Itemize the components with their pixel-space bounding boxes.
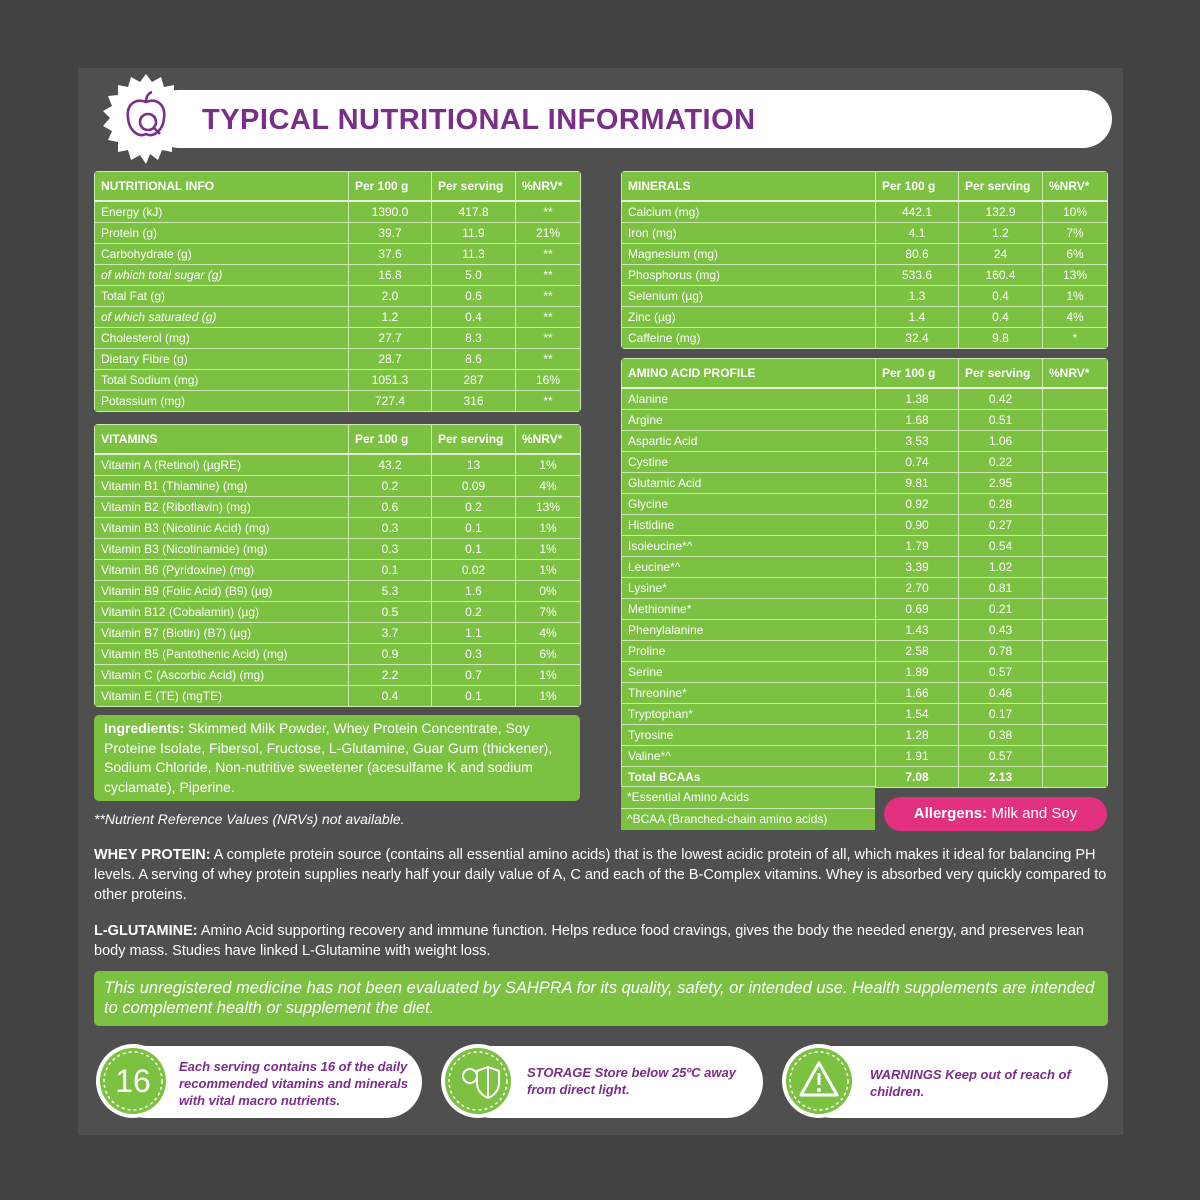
- nutrition-table: [94, 171, 581, 412]
- table-cell: 1.68: [876, 410, 959, 431]
- table-cell: 3.53: [876, 431, 959, 452]
- table-cell: **: [516, 391, 581, 412]
- table-cell: Phenylalanine: [622, 620, 876, 641]
- footnote-essential: *Essential Amino Acids: [621, 786, 875, 808]
- table-row: [622, 494, 1108, 515]
- table-cell: Vitamin B3 (Nicotinamide) (mg): [95, 539, 349, 560]
- table-cell: *: [1043, 328, 1108, 349]
- table-cell: 1%: [516, 454, 581, 476]
- table-cell: [1043, 557, 1108, 578]
- table-cell: Cystine: [622, 452, 876, 473]
- table-row: [622, 452, 1108, 473]
- table-cell: Glycine: [622, 494, 876, 515]
- table-cell: [1043, 641, 1108, 662]
- table-header: VITAMINS: [95, 425, 349, 455]
- glutamine-paragraph: [94, 921, 1109, 961]
- table-cell: 0.69: [876, 599, 959, 620]
- table-cell: 0.27: [959, 515, 1043, 536]
- table-row: [95, 644, 581, 665]
- table-cell: [1043, 746, 1108, 767]
- table-cell: [1043, 620, 1108, 641]
- table-cell: Cholesterol (mg): [95, 328, 349, 349]
- nrv-note: **Nutrient Reference Values (NRVs) not available.: [94, 811, 405, 827]
- table-cell: Vitamin C (Ascorbic Acid) (mg): [95, 665, 349, 686]
- table-cell: Vitamin B1 (Thiamine) (mg): [95, 476, 349, 497]
- table-cell: **: [516, 349, 581, 370]
- serving-text: Each serving contains 16 of the daily recommended vitamins and minerals with vital macro nutrients.: [179, 1059, 409, 1108]
- table-cell: 11.9: [432, 223, 516, 244]
- table-row: [95, 581, 581, 602]
- table-row: [622, 662, 1108, 683]
- table-row: [95, 370, 581, 391]
- table-cell: [1043, 725, 1108, 746]
- table-cell: Glutamic Acid: [622, 473, 876, 494]
- table-cell: 1.79: [876, 536, 959, 557]
- table-cell: Proline: [622, 641, 876, 662]
- table-row: [95, 454, 581, 476]
- table-cell: 43.2: [349, 454, 432, 476]
- table-header: %NRV*: [1043, 172, 1108, 202]
- table-cell: Vitamin B9 (Folic Acid) (B9) (µg): [95, 581, 349, 602]
- table-header: Per serving: [959, 172, 1043, 202]
- table-cell: 0.4: [349, 686, 432, 707]
- table-cell: 0.57: [959, 746, 1043, 767]
- glutamine-text: Amino Acid supporting recovery and immune function. Helps reduce food cravings, gives the body the needed energy, and preserves lean body mass. Studies have linked L-Glutamine with weight loss.: [94, 923, 1084, 959]
- table-cell: 0.21: [959, 599, 1043, 620]
- table-cell: Vitamin B5 (Pantothenic Acid) (mg): [95, 644, 349, 665]
- table-cell: 5.3: [349, 581, 432, 602]
- table-cell: 1.43: [876, 620, 959, 641]
- table-cell: 0.5: [349, 602, 432, 623]
- table-cell: 5.0: [432, 265, 516, 286]
- table-cell: 2.2: [349, 665, 432, 686]
- table-row: [622, 307, 1108, 328]
- table-row: [95, 201, 581, 223]
- table-cell: 0.2: [349, 476, 432, 497]
- table-cell: Tyrosine: [622, 725, 876, 746]
- table-row: [95, 539, 581, 560]
- table-cell: 0.54: [959, 536, 1043, 557]
- amino-acid-table: [621, 358, 1108, 788]
- table-cell: Total BCAAs: [622, 767, 876, 788]
- table-cell: 0.6: [432, 286, 516, 307]
- table-header: MINERALS: [622, 172, 876, 202]
- table-cell: 0.7: [432, 665, 516, 686]
- table-cell: 1.1: [432, 623, 516, 644]
- table-cell: 0.3: [349, 518, 432, 539]
- table-row: [622, 473, 1108, 494]
- sahpra-disclaimer: This unregistered medicine has not been evaluated by SAHPRA for its quality, safety, or intended use. Health supplements are intended to complement health or supplement the diet.: [94, 971, 1108, 1026]
- table-cell: 0.74: [876, 452, 959, 473]
- table-cell: 3.7: [349, 623, 432, 644]
- table-cell: 13: [432, 454, 516, 476]
- table-cell: 4%: [516, 623, 581, 644]
- table-cell: 16%: [516, 370, 581, 391]
- table-row: [622, 223, 1108, 244]
- table-row: [622, 557, 1108, 578]
- footnote-bcaa: ^BCAA (Branched-chain amino acids): [621, 808, 875, 830]
- table-cell: [1043, 515, 1108, 536]
- table-cell: [1043, 767, 1108, 788]
- table-cell: Serine: [622, 662, 876, 683]
- allergens-label: Allergens:: [913, 805, 988, 822]
- table-cell: 0.42: [959, 388, 1043, 410]
- table-cell: 0.92: [876, 494, 959, 515]
- table-cell: 160.4: [959, 265, 1043, 286]
- table-row: [95, 286, 581, 307]
- table-header: Per serving: [432, 425, 516, 455]
- table-cell: 1%: [516, 686, 581, 707]
- table-row: [622, 410, 1108, 431]
- table-cell: Vitamin B3 (Nicotinic Acid) (mg): [95, 518, 349, 539]
- table-cell: Alanine: [622, 388, 876, 410]
- table-cell: Tryptophan*: [622, 704, 876, 725]
- serving-count: 16: [115, 1063, 151, 1099]
- page-title: TYPICAL NUTRITIONAL INFORMATION: [202, 104, 756, 136]
- table-cell: **: [516, 265, 581, 286]
- table-cell: 7%: [1043, 223, 1108, 244]
- table-cell: 1%: [516, 560, 581, 581]
- table-cell: 0.22: [959, 452, 1043, 473]
- table-cell: 0.9: [349, 644, 432, 665]
- table-header: %NRV*: [516, 425, 581, 455]
- table-cell: 1.66: [876, 683, 959, 704]
- table-cell: 4%: [1043, 307, 1108, 328]
- warning-text: WARNINGS Keep out of reach of children.: [870, 1067, 1071, 1099]
- table-row: [95, 476, 581, 497]
- table-cell: 27.7: [349, 328, 432, 349]
- table-cell: 21%: [516, 223, 581, 244]
- table-cell: 2.0: [349, 286, 432, 307]
- table-cell: Vitamin B12 (Cobalamin) (µg): [95, 602, 349, 623]
- table-cell: Vitamin B2 (Riboflavin) (mg): [95, 497, 349, 518]
- table-cell: **: [516, 286, 581, 307]
- table-cell: 0.6: [349, 497, 432, 518]
- table-cell: 0.90: [876, 515, 959, 536]
- table-cell: 727.4: [349, 391, 432, 412]
- amino-footnotes: [621, 786, 875, 830]
- table-cell: Energy (kJ): [95, 201, 349, 223]
- table-cell: 11.3: [432, 244, 516, 265]
- table-cell: 1%: [516, 665, 581, 686]
- table-row: [95, 349, 581, 370]
- table-row: [622, 388, 1108, 410]
- table-cell: 4.1: [876, 223, 959, 244]
- table-cell: Methionine*: [622, 599, 876, 620]
- table-cell: [1043, 599, 1108, 620]
- table-cell: Histidine: [622, 515, 876, 536]
- table-cell: 2.70: [876, 578, 959, 599]
- table-cell: 0.02: [432, 560, 516, 581]
- table-cell: 1.89: [876, 662, 959, 683]
- table-cell: 1.2: [959, 223, 1043, 244]
- table-cell: 0.1: [349, 560, 432, 581]
- table-cell: 2.95: [959, 473, 1043, 494]
- table-row: [95, 518, 581, 539]
- table-cell: 9.8: [959, 328, 1043, 349]
- table-cell: 0.1: [432, 518, 516, 539]
- table-cell: [1043, 473, 1108, 494]
- table-cell: 1.06: [959, 431, 1043, 452]
- table-header: AMINO ACID PROFILE: [622, 359, 876, 389]
- table-cell: 0.51: [959, 410, 1043, 431]
- table-row: [95, 602, 581, 623]
- table-row: [622, 641, 1108, 662]
- table-cell: Vitamin A (Retinol) (µgRE): [95, 454, 349, 476]
- table-header: Per 100 g: [349, 172, 432, 202]
- table-cell: Carbohydrate (g): [95, 244, 349, 265]
- warning-triangle-icon: [781, 1043, 857, 1119]
- table-cell: Protein (g): [95, 223, 349, 244]
- table-cell: 2.58: [876, 641, 959, 662]
- table-cell: 1.4: [876, 307, 959, 328]
- table-cell: 132.9: [959, 201, 1043, 223]
- table-row: [95, 665, 581, 686]
- table-cell: Dietary Fibre (g): [95, 349, 349, 370]
- table-row: [622, 578, 1108, 599]
- table-cell: Vitamin B7 (Biotin) (B7) (µg): [95, 623, 349, 644]
- table-cell: 80.6: [876, 244, 959, 265]
- table-cell: 0.57: [959, 662, 1043, 683]
- table-row: [622, 286, 1108, 307]
- table-cell: 1%: [1043, 286, 1108, 307]
- table-row: [622, 536, 1108, 557]
- table-cell: 1.2: [349, 307, 432, 328]
- table-cell: 8.6: [432, 349, 516, 370]
- table-row: [622, 328, 1108, 349]
- storage-shield-icon: [440, 1043, 516, 1119]
- table-cell: 7.08: [876, 767, 959, 788]
- table-header: Per 100 g: [876, 172, 959, 202]
- table-row: [622, 515, 1108, 536]
- table-row: [95, 497, 581, 518]
- table-header: NUTRITIONAL INFO: [95, 172, 349, 202]
- table-cell: 0.2: [432, 497, 516, 518]
- storage-text: STORAGE Store below 25ºC away from direct light.: [527, 1065, 736, 1097]
- table-header: Per 100 g: [876, 359, 959, 389]
- apple-magnifier-badge-icon: [96, 74, 196, 174]
- table-cell: 1.91: [876, 746, 959, 767]
- table-cell: 28.7: [349, 349, 432, 370]
- table-cell: 0.28: [959, 494, 1043, 515]
- table-cell: [1043, 431, 1108, 452]
- minerals-table: [621, 171, 1108, 349]
- table-cell: 0.3: [432, 644, 516, 665]
- table-cell: 1.6: [432, 581, 516, 602]
- table-cell: Valine*^: [622, 746, 876, 767]
- table-row: [95, 391, 581, 412]
- table-cell: 0.46: [959, 683, 1043, 704]
- table-cell: of which saturated (g): [95, 307, 349, 328]
- table-row: [622, 265, 1108, 286]
- table-cell: 1.02: [959, 557, 1043, 578]
- table-cell: **: [516, 201, 581, 223]
- table-cell: 9.81: [876, 473, 959, 494]
- table-cell: 6%: [1043, 244, 1108, 265]
- table-cell: [1043, 452, 1108, 473]
- table-row: [622, 704, 1108, 725]
- table-cell: [1043, 578, 1108, 599]
- table-cell: 39.7: [349, 223, 432, 244]
- table-row: [622, 620, 1108, 641]
- table-cell: Vitamin E (TE) (mgTE): [95, 686, 349, 707]
- table-cell: Zinc (µg): [622, 307, 876, 328]
- table-header: Per 100 g: [349, 425, 432, 455]
- table-row: [95, 560, 581, 581]
- table-cell: 6%: [516, 644, 581, 665]
- table-row: [622, 725, 1108, 746]
- table-cell: 0.78: [959, 641, 1043, 662]
- table-cell: 4%: [516, 476, 581, 497]
- table-cell: Selenium (µg): [622, 286, 876, 307]
- table-row: [622, 683, 1108, 704]
- table-cell: 1.38: [876, 388, 959, 410]
- table-cell: Vitamin B6 (Pyridoxine) (mg): [95, 560, 349, 581]
- table-cell: 0.38: [959, 725, 1043, 746]
- table-row: [95, 223, 581, 244]
- table-cell: 16.8: [349, 265, 432, 286]
- whey-text: A complete protein source (contains all essential amino acids) that is the lowest acidic protein of all, which makes it ideal for balancing PH levels. A serving of whey protein supplies nearly half your daily value of A, C and each of the B-Complex vitamins. Whey is absorbed very quickly compared to other proteins.: [94, 847, 1107, 903]
- table-cell: 1.28: [876, 725, 959, 746]
- table-cell: 0.81: [959, 578, 1043, 599]
- table-cell: 32.4: [876, 328, 959, 349]
- table-header: Per serving: [432, 172, 516, 202]
- table-cell: 442.1: [876, 201, 959, 223]
- table-row: [95, 307, 581, 328]
- table-cell: [1043, 704, 1108, 725]
- table-cell: 0.43: [959, 620, 1043, 641]
- table-row: [95, 328, 581, 349]
- table-row: [95, 686, 581, 707]
- table-cell: Threonine*: [622, 683, 876, 704]
- table-header: %NRV*: [516, 172, 581, 202]
- table-cell: 0.4: [959, 286, 1043, 307]
- table-cell: Isoleucine*^: [622, 536, 876, 557]
- table-cell: 37.6: [349, 244, 432, 265]
- table-cell: 1%: [516, 539, 581, 560]
- ingredients-text: Skimmed Milk Powder, Whey Protein Concentrate, Soy Proteine Isolate, Fibersol, Fructose, L-Glutamine, Guar Gum (thickener), Sodium Chloride, Non-nutritive sweetener (acesulfame K and sodium cyclamate), Piperine.: [104, 720, 553, 795]
- allergens-value: Milk and Soy: [987, 805, 1078, 822]
- table-cell: 0%: [516, 581, 581, 602]
- table-header: Per serving: [959, 359, 1043, 389]
- table-cell: 1051.3: [349, 370, 432, 391]
- table-cell: Phosphorus (mg): [622, 265, 876, 286]
- table-cell: Magnesium (mg): [622, 244, 876, 265]
- table-cell: Caffeine (mg): [622, 328, 876, 349]
- table-cell: 10%: [1043, 201, 1108, 223]
- table-row: [95, 244, 581, 265]
- table-header: %NRV*: [1043, 359, 1108, 389]
- whey-label: WHEY PROTEIN:: [94, 847, 211, 863]
- table-cell: Aspartic Acid: [622, 431, 876, 452]
- table-cell: [1043, 494, 1108, 515]
- table-row: [622, 599, 1108, 620]
- table-cell: 287: [432, 370, 516, 391]
- table-cell: 3.39: [876, 557, 959, 578]
- table-cell: 417.8: [432, 201, 516, 223]
- table-cell: 0.09: [432, 476, 516, 497]
- ingredients-box: [94, 715, 580, 801]
- table-cell: 24: [959, 244, 1043, 265]
- table-cell: 0.3: [349, 539, 432, 560]
- table-cell: **: [516, 328, 581, 349]
- table-cell: 8.3: [432, 328, 516, 349]
- ingredients-label: Ingredients:: [104, 720, 185, 736]
- table-cell: 0.4: [959, 307, 1043, 328]
- table-row: [95, 623, 581, 644]
- table-cell: Total Fat (g): [95, 286, 349, 307]
- table-cell: **: [516, 244, 581, 265]
- table-cell: 2.13: [959, 767, 1043, 788]
- table-row: [622, 201, 1108, 223]
- table-cell: Lysine*: [622, 578, 876, 599]
- table-cell: 1.3: [876, 286, 959, 307]
- table-cell: 13%: [1043, 265, 1108, 286]
- whey-protein-paragraph: [94, 845, 1109, 905]
- table-cell: Leucine*^: [622, 557, 876, 578]
- table-cell: [1043, 683, 1108, 704]
- table-row: [622, 746, 1108, 767]
- glutamine-label: L-GLUTAMINE:: [94, 923, 198, 939]
- table-cell: 316: [432, 391, 516, 412]
- table-row: [95, 265, 581, 286]
- table-cell: Calcium (mg): [622, 201, 876, 223]
- table-cell: [1043, 662, 1108, 683]
- table-cell: 0.17: [959, 704, 1043, 725]
- table-cell: **: [516, 307, 581, 328]
- vitamins-table: [94, 424, 581, 707]
- table-cell: 7%: [516, 602, 581, 623]
- table-cell: Potassium (mg): [95, 391, 349, 412]
- table-cell: Iron (mg): [622, 223, 876, 244]
- allergens-badge: [884, 797, 1107, 831]
- table-cell: [1043, 536, 1108, 557]
- table-cell: 1.54: [876, 704, 959, 725]
- table-cell: 0.2: [432, 602, 516, 623]
- table-cell: 533.6: [876, 265, 959, 286]
- table-row: [622, 431, 1108, 452]
- table-cell: 1%: [516, 518, 581, 539]
- table-cell: 1390.0: [349, 201, 432, 223]
- table-cell: 0.4: [432, 307, 516, 328]
- table-cell: of which total sugar (g): [95, 265, 349, 286]
- table-cell: Argine: [622, 410, 876, 431]
- table-cell: 13%: [516, 497, 581, 518]
- table-row: [622, 244, 1108, 265]
- table-cell: 0.1: [432, 539, 516, 560]
- table-cell: [1043, 410, 1108, 431]
- table-cell: 0.1: [432, 686, 516, 707]
- table-row: [622, 767, 1108, 788]
- table-cell: [1043, 388, 1108, 410]
- table-cell: Total Sodium (mg): [95, 370, 349, 391]
